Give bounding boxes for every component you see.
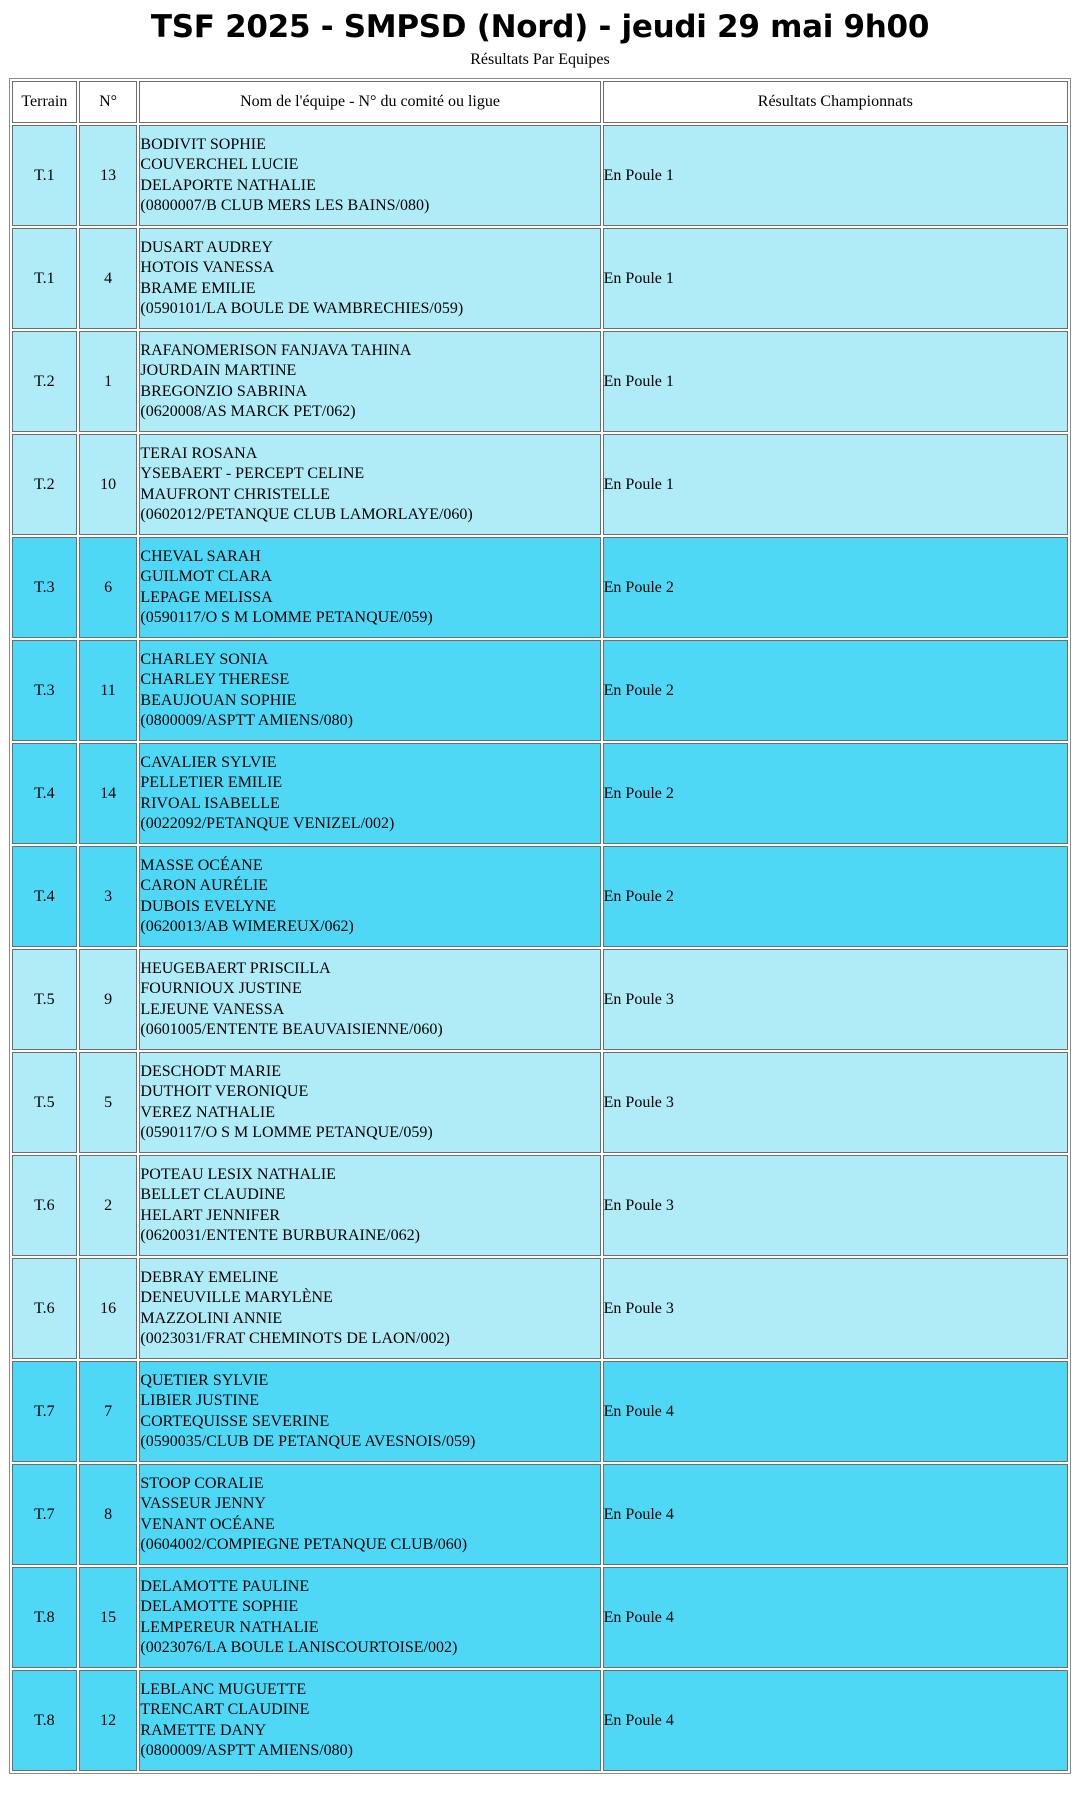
player-name: DEBRAY EMELINE [140, 1268, 279, 1286]
player-name: POTEAU LESIX NATHALIE [140, 1165, 336, 1183]
team-cell [139, 125, 600, 226]
player-name: MAUFRONT CHRISTELLE [140, 485, 330, 503]
table-row [12, 640, 1068, 741]
result-cell: En Poule 2 [603, 743, 1068, 844]
result-cell: En Poule 1 [603, 331, 1068, 432]
team-number-cell: 1 [79, 331, 138, 432]
table-row [12, 125, 1068, 226]
page-subtitle: Résultats Par Equipes [470, 51, 610, 68]
team-number-cell: 12 [79, 1670, 138, 1771]
team-number-cell: 15 [79, 1567, 138, 1668]
player-name: DUTHOIT VERONIQUE [140, 1083, 309, 1100]
terrain-cell: T.2 [12, 331, 77, 432]
club-info: (0620031/ENTENTE BURBURAINE/062) [140, 1227, 420, 1244]
result-cell: En Poule 1 [603, 228, 1068, 329]
player-name: COUVERCHEL LUCIE [140, 156, 299, 173]
team-number-cell: 7 [79, 1361, 138, 1462]
result-cell: En Poule 2 [603, 846, 1068, 947]
result-cell: En Poule 4 [603, 1361, 1068, 1462]
player-name: GUILMOT CLARA [140, 568, 273, 585]
result-cell: En Poule 3 [603, 1258, 1068, 1359]
player-name: CHARLEY THERESE [140, 671, 290, 688]
table-row [12, 537, 1068, 638]
table-row [12, 228, 1068, 329]
team-number-cell: 14 [79, 743, 138, 844]
player-name: DUSART AUDREY [140, 238, 273, 256]
player-name: BODIVIT SOPHIE [140, 135, 266, 153]
player-name: MASSE OCÉANE [140, 856, 263, 874]
club-info: (0800009/ASPTT AMIENS/080) [140, 712, 353, 729]
terrain-cell: T.8 [12, 1567, 77, 1668]
player-name: YSEBAERT - PERCEPT CELINE [140, 465, 365, 482]
player-name: RAFANOMERISON FANJAVA TAHINA [140, 341, 412, 359]
player-name: CHARLEY SONIA [140, 650, 269, 668]
player-name: VENANT OCÉANE [140, 1515, 275, 1533]
club-info: (0590117/O S M LOMME PETANQUE/059) [140, 609, 433, 626]
player-name: LEJEUNE VANESSA [140, 1000, 285, 1018]
club-info: (0590117/O S M LOMME PETANQUE/059) [140, 1124, 433, 1141]
team-number-cell: 9 [79, 949, 138, 1050]
club-info: (0604002/COMPIEGNE PETANQUE CLUB/060) [140, 1536, 468, 1553]
player-name: DESCHODT MARIE [140, 1062, 281, 1080]
player-name: LEMPEREUR NATHALIE [140, 1618, 319, 1636]
page-title: TSF 2025 - SMPSD (Nord) - jeudi 29 mai 9h00 [150, 9, 930, 45]
team-number-cell: 11 [79, 640, 138, 741]
team-cell [139, 1361, 600, 1462]
terrain-cell: T.3 [12, 640, 77, 741]
header-terrain: Terrain [12, 81, 77, 123]
team-cell [139, 640, 600, 741]
terrain-cell: T.7 [12, 1464, 77, 1565]
terrain-cell: T.8 [12, 1670, 77, 1771]
club-info: (0022092/PETANQUE VENIZEL/002) [140, 815, 395, 832]
team-cell [139, 1567, 600, 1668]
player-name: CHEVAL SARAH [140, 547, 261, 565]
result-cell: En Poule 2 [603, 640, 1068, 741]
player-name: RAMETTE DANY [140, 1721, 267, 1739]
team-cell [139, 846, 600, 947]
table-row [12, 1567, 1068, 1668]
table-row [12, 1052, 1068, 1153]
result-cell: En Poule 3 [603, 1155, 1068, 1256]
player-name: TERAI ROSANA [140, 444, 258, 462]
result-cell: En Poule 3 [603, 1052, 1068, 1153]
club-info: (0602012/PETANQUE CLUB LAMORLAYE/060) [140, 506, 473, 523]
team-cell [139, 1670, 600, 1771]
team-number-cell: 4 [79, 228, 138, 329]
result-cell: En Poule 4 [603, 1670, 1068, 1771]
player-name: DELAMOTTE PAULINE [140, 1577, 310, 1595]
table-row [12, 1361, 1068, 1462]
player-name: DENEUVILLE MARYLÈNE [140, 1289, 333, 1306]
table-row [12, 1670, 1068, 1771]
table-row [12, 434, 1068, 535]
club-info: (0590035/CLUB DE PETANQUE AVESNOIS/059) [140, 1433, 476, 1450]
table-row [12, 949, 1068, 1050]
club-info: (0023076/LA BOULE LANISCOURTOISE/002) [140, 1639, 458, 1656]
table-row [12, 1155, 1068, 1256]
team-number-cell: 6 [79, 537, 138, 638]
club-info: (0800007/B CLUB MERS LES BAINS/080) [140, 197, 430, 214]
terrain-cell: T.6 [12, 1155, 77, 1256]
player-name: LEBLANC MUGUETTE [140, 1680, 307, 1698]
club-info: (0590101/LA BOULE DE WAMBRECHIES/059) [140, 300, 464, 317]
team-number-cell: 10 [79, 434, 138, 535]
player-name: CAVALIER SYLVIE [140, 753, 277, 771]
player-name: DELAMOTTE SOPHIE [140, 1598, 299, 1615]
terrain-cell: T.4 [12, 743, 77, 844]
header-team: Nom de l'équipe - N° du comité ou ligue [139, 81, 600, 123]
team-cell [139, 331, 600, 432]
player-name: STOOP CORALIE [140, 1474, 264, 1492]
result-cell: En Poule 2 [603, 537, 1068, 638]
player-name: BEAUJOUAN SOPHIE [140, 691, 297, 709]
result-cell: En Poule 4 [603, 1464, 1068, 1565]
team-number-cell: 2 [79, 1155, 138, 1256]
player-name: DELAPORTE NATHALIE [140, 176, 316, 194]
player-name: HELART JENNIFER [140, 1206, 281, 1224]
header-row [12, 81, 1068, 123]
terrain-cell: T.2 [12, 434, 77, 535]
player-name: VASSEUR JENNY [140, 1495, 266, 1512]
player-name: HEUGEBAERT PRISCILLA [140, 959, 331, 977]
terrain-cell: T.4 [12, 846, 77, 947]
terrain-cell: T.1 [12, 228, 77, 329]
results-table [9, 78, 1071, 1774]
team-number-cell: 16 [79, 1258, 138, 1359]
team-number-cell: 13 [79, 125, 138, 226]
team-cell [139, 1464, 600, 1565]
terrain-cell: T.7 [12, 1361, 77, 1462]
team-cell [139, 1258, 600, 1359]
club-info: (0620008/AS MARCK PET/062) [140, 403, 356, 420]
team-number-cell: 8 [79, 1464, 138, 1565]
team-cell [139, 743, 600, 844]
team-cell [139, 537, 600, 638]
results-table-body [12, 125, 1068, 1771]
player-name: CARON AURÉLIE [140, 877, 268, 894]
player-name: PELLETIER EMILIE [140, 774, 283, 791]
player-name: BRAME EMILIE [140, 279, 256, 297]
team-cell [139, 949, 600, 1050]
header-result: Résultats Championnats [603, 81, 1068, 123]
club-info: (0620013/AB WIMEREUX/062) [140, 918, 354, 935]
club-info: (0601005/ENTENTE BEAUVAISIENNE/060) [140, 1021, 443, 1038]
result-cell: En Poule 3 [603, 949, 1068, 1050]
player-name: BREGONZIO SABRINA [140, 382, 308, 400]
team-cell [139, 1052, 600, 1153]
player-name: VEREZ NATHALIE [140, 1103, 276, 1121]
table-row [12, 1464, 1068, 1565]
club-info: (0023031/FRAT CHEMINOTS DE LAON/002) [140, 1330, 450, 1347]
table-row [12, 331, 1068, 432]
player-name: QUETIER SYLVIE [140, 1371, 269, 1389]
player-name: HOTOIS VANESSA [140, 259, 275, 276]
terrain-cell: T.5 [12, 1052, 77, 1153]
player-name: LEPAGE MELISSA [140, 588, 273, 606]
terrain-cell: T.3 [12, 537, 77, 638]
table-row [12, 743, 1068, 844]
table-row [12, 846, 1068, 947]
player-name: TRENCART CLAUDINE [140, 1701, 310, 1718]
player-name: FOURNIOUX JUSTINE [140, 980, 302, 997]
header-number: N° [79, 81, 138, 123]
player-name: BELLET CLAUDINE [140, 1186, 286, 1203]
team-cell [139, 228, 600, 329]
terrain-cell: T.5 [12, 949, 77, 1050]
team-number-cell: 3 [79, 846, 138, 947]
result-cell: En Poule 4 [603, 1567, 1068, 1668]
player-name: DUBOIS EVELYNE [140, 897, 277, 915]
result-cell: En Poule 1 [603, 434, 1068, 535]
result-cell: En Poule 1 [603, 125, 1068, 226]
player-name: LIBIER JUSTINE [140, 1392, 260, 1409]
player-name: JOURDAIN MARTINE [140, 362, 297, 379]
team-cell [139, 434, 600, 535]
club-info: (0800009/ASPTT AMIENS/080) [140, 1742, 353, 1759]
team-number-cell: 5 [79, 1052, 138, 1153]
team-cell [139, 1155, 600, 1256]
terrain-cell: T.1 [12, 125, 77, 226]
player-name: RIVOAL ISABELLE [140, 794, 280, 812]
player-name: CORTEQUISSE SEVERINE [140, 1412, 330, 1430]
terrain-cell: T.6 [12, 1258, 77, 1359]
player-name: MAZZOLINI ANNIE [140, 1309, 283, 1327]
table-row [12, 1258, 1068, 1359]
